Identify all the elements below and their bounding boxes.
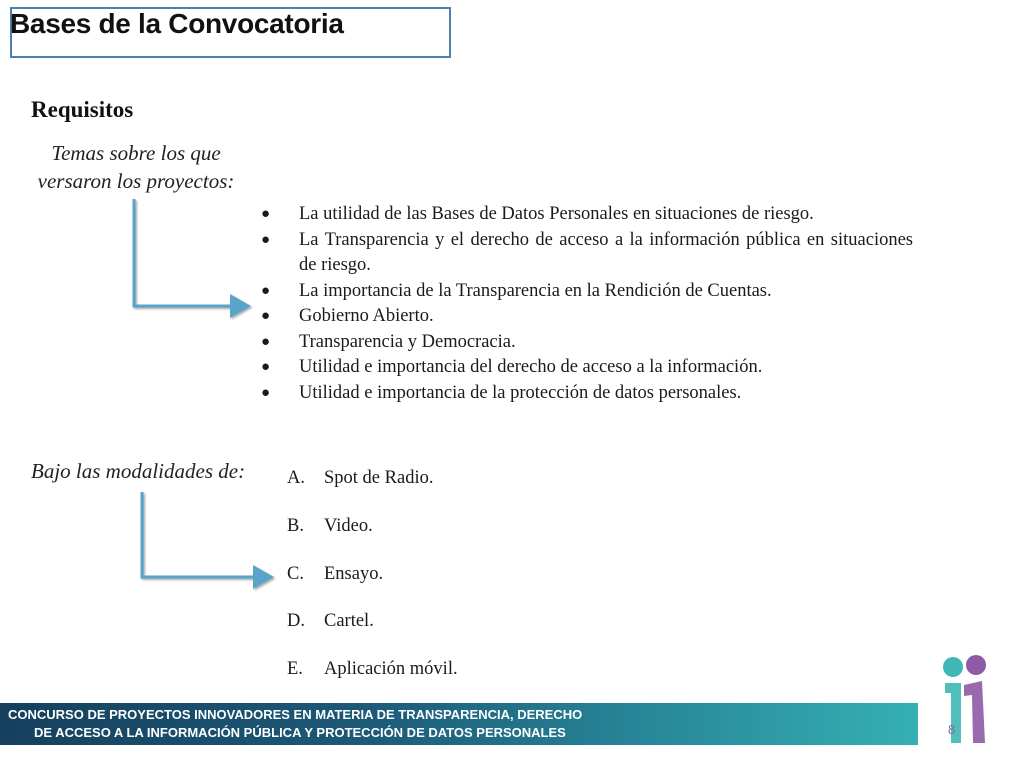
bullet-icon: ● [261, 282, 271, 299]
topics-label: Temas sobre los que versaron los proyectos: [37, 141, 235, 193]
institutional-logo-icon [938, 655, 993, 745]
page-number: 8 [948, 722, 956, 737]
modality-text: Spot de Radio. [324, 468, 434, 488]
modality-text: Aplicación móvil. [324, 659, 458, 680]
modality-text: Video. [324, 515, 373, 536]
modality-text: Cartel. [324, 611, 374, 632]
topics-arrow-icon [134, 199, 245, 306]
modality-letter: C. [287, 563, 304, 584]
footer-text [8, 706, 582, 742]
modalities-arrow-icon [142, 492, 268, 577]
bullet-icon: ● [261, 359, 271, 375]
modality-letter: A. [287, 468, 305, 488]
modality-letter: B. [287, 515, 304, 536]
topic-text: Utilidad e importancia de la protección de datos personales. [299, 382, 742, 403]
footer-line-1: CONCURSO DE PROYECTOS INNOVADORES EN MATERIA DE TRANSPARENCIA, DERECHO [8, 707, 583, 722]
modality-letter: E. [287, 659, 303, 680]
bullet-icon: ● [261, 206, 271, 222]
topic-text: La importancia de la Transparencia en la Rendición de Cuentas. [299, 280, 772, 301]
bullet-icon: ● [261, 384, 271, 401]
topic-text: Utilidad e importancia del derecho de acceso a la información. [299, 357, 763, 377]
slide-title: Bases de la Convocatoria [10, 8, 344, 39]
modality-letter: D. [287, 611, 305, 632]
bullet-icon: ● [261, 333, 271, 350]
topic-text: La utilidad de las Bases de Datos Personales en situaciones de riesgo. [299, 204, 814, 224]
footer-line-2: DE ACCESO A LA INFORMACIÓN PÚBLICA Y PROTECCIÓN DE DATOS PERSONALES [34, 725, 566, 740]
modality-text: Ensayo. [324, 563, 384, 584]
bullet-icon: ● [261, 231, 271, 248]
bullet-icon: ● [261, 308, 271, 324]
topic-text: La Transparencia y el derecho de acceso a la información pública en situaciones de riesgo. [299, 229, 913, 275]
modalities-label: Bajo las modalidades de: [31, 459, 246, 483]
topic-text: Transparencia y Democracia. [299, 331, 516, 352]
topic-text: Gobierno Abierto. [299, 306, 434, 326]
section-heading: Requisitos [31, 97, 134, 122]
